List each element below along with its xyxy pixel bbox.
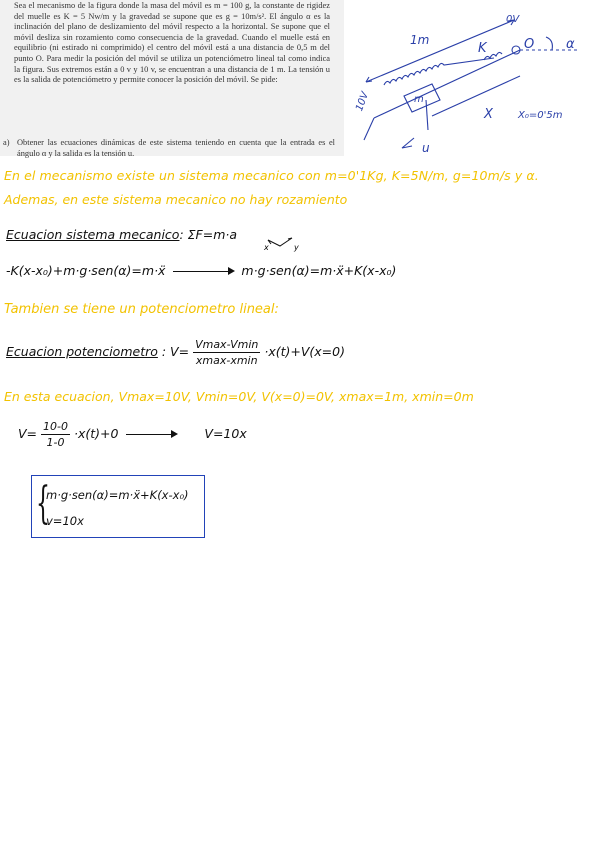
- output-arrow: [402, 138, 414, 148]
- note-line-4: En esta ecuacion, Vmax=10V, Vmin=0V, V(x=0)=0V, xmax=1m, xmin=0m: [4, 389, 474, 404]
- mechanical-equation: [6, 263, 396, 278]
- mech-eq-left: -K(x-x₀)+m·g·sen(α)=m·ẍ: [6, 263, 166, 278]
- note-line-1: En el mecanismo existe un sistema mecanico con m=0'1Kg, K=5N/m, g=10m/s y α.: [4, 168, 539, 183]
- wiper: [426, 100, 428, 130]
- x-dimension: [432, 76, 520, 116]
- implies-arrow-2: [126, 434, 176, 435]
- box-equation-1: m·g·sen(α)=m·ẍ+K(x-x₀): [46, 488, 189, 502]
- axes-sketch: [262, 232, 302, 252]
- mech-title: Ecuacion sistema mecanico: [6, 227, 180, 242]
- result-box: [31, 475, 205, 538]
- label-1m: 1m: [410, 33, 430, 47]
- sub-denominator: 1-0: [46, 436, 65, 449]
- note-line-2: Ademas, en este sistema mecanico no hay rozamiento: [4, 192, 348, 207]
- mech-law: : ΣF=m·a: [179, 227, 238, 242]
- axis-x-label: x: [264, 243, 269, 252]
- pot-lhs: : V=: [161, 344, 190, 359]
- pot-title: Ecuacion potenciometro: [6, 344, 158, 359]
- pot-denominator: xmax-xmin: [195, 354, 258, 367]
- label-alpha: α: [566, 37, 575, 52]
- label-k: K: [478, 41, 487, 56]
- potentiometer-equation: [6, 338, 345, 367]
- sub-numerator: 10-0: [43, 420, 68, 433]
- label-x: X: [484, 107, 493, 122]
- problem-statement-block: [0, 0, 344, 156]
- label-o: O: [524, 37, 535, 52]
- sub-fraction: [41, 420, 70, 449]
- label-x0: X₀=0'5m: [518, 110, 563, 121]
- pot-rhs: ·x(t)+V(x=0): [264, 344, 345, 359]
- incline-line: [374, 50, 520, 118]
- angle-arc: [546, 37, 552, 50]
- box-equation-2: v=10x: [46, 514, 84, 528]
- problem-statement-text: Sea el mecanismo de la figura donde la masa del móvil es m = 100 g, la constante de rigidez del muelle es K = 5 Nw/m y la gravedad se supone que es g = 10m/s². El ángulo α es la inclinación del plano de deslizamiento del móvil respecto a la horizontal. Se supone que el móvil desliza sin rozamiento como consecuencia de la gravedad. Cuando el muelle está en equilibrio (ni estirado ni comprimido) el centro del móvil está a una distancia de 0,5 m del punto O. Para medir la posición del móvil se utiliza un potenciómetro lineal tal como indica la figura. Sus extremos están a 0 v y 10 v, se encuentran a una distancia de 1 m. La tensión u es la salida de potenciómetro y permite conocer la posición del móvil. Se pide:: [14, 1, 330, 85]
- sub-rhs: ·x(t)+0: [73, 426, 119, 441]
- label-10v: 10V: [354, 90, 372, 113]
- mechanical-equation-heading: [6, 227, 237, 242]
- mechanism-diagram: [344, 0, 600, 156]
- system-brace: {: [36, 478, 50, 529]
- pot-fraction: [193, 338, 260, 367]
- label-u: u: [422, 141, 430, 155]
- sub-lhs: V=: [18, 426, 38, 441]
- implies-arrow: [173, 271, 233, 272]
- question-letter: a): [3, 138, 10, 147]
- axis-y-label: y: [294, 243, 299, 252]
- label-0v: 0V: [506, 14, 520, 25]
- pot-numerator: Vmax-Vmin: [195, 338, 259, 351]
- spring: [384, 58, 494, 85]
- sub-result: V=10x: [204, 426, 247, 441]
- substituted-equation: [18, 420, 247, 449]
- length-dimension: [366, 20, 514, 82]
- mech-eq-right: m·g·sen(α)=m·ẍ+K(x-x₀): [241, 263, 397, 278]
- note-line-3: Tambien se tiene un potenciometro lineal:: [4, 302, 279, 317]
- label-m: m: [414, 94, 424, 105]
- question-text: Obtener las ecuaciones dinámicas de este sistema teniendo en cuenta que la entrada es el ángulo α y la salida es la tensión u.: [17, 138, 335, 158]
